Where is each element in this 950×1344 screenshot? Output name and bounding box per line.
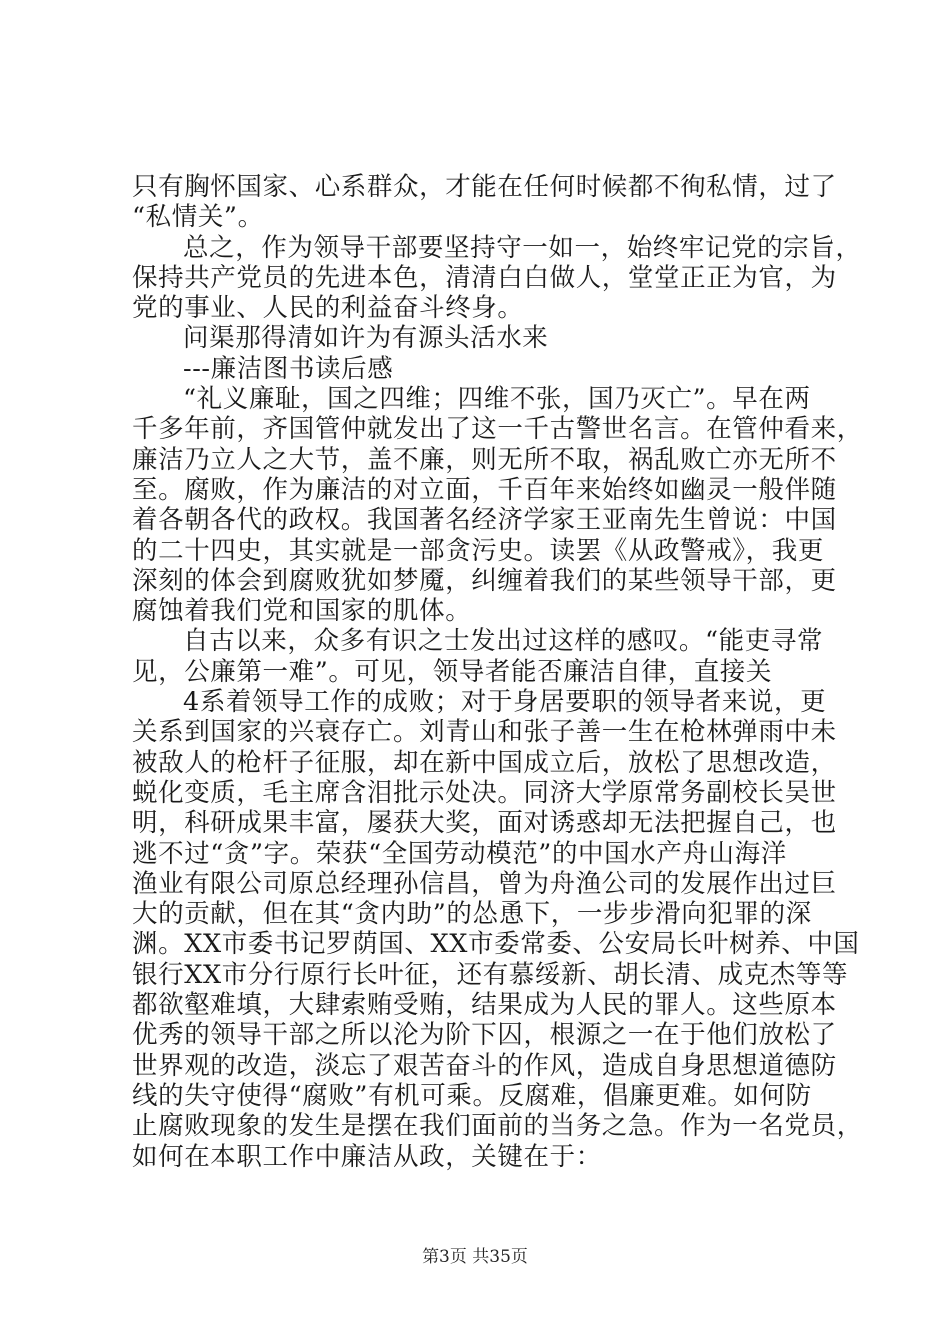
text-line: 明，科研成果丰富，屡获大奖，面对诱惑却无法把握自己，也 <box>132 808 837 839</box>
text-line: 4系着领导工作的成败；对于身居要职的领导者来说，更 <box>183 687 827 718</box>
text-line: 线的失守使得“腐败”有机可乘。反腐难，倡廉更难。如何防 <box>132 1080 812 1111</box>
text-line: 见，公廉第一难”。可见，领导者能否廉洁自律，直接关 <box>132 656 773 687</box>
text-line: 问渠那得清如许为有源头活水来 <box>183 323 549 354</box>
text-line: 千多年前，齐国管仲就发出了这一千古警世名言。在管仲看来， <box>132 414 863 445</box>
text-line: 蜕化变质，毛主席含泪批示处决。同济大学原常务副校长吴世 <box>132 777 837 808</box>
document-body <box>132 172 863 1172</box>
text-line: 大的贡献，但在其“贪内助”的怂恿下，一步步滑向犯罪的深 <box>132 899 812 930</box>
text-line: ---廉洁图书读后感 <box>183 353 394 384</box>
text-line: 保持共产党员的先进本色，清清白白做人，堂堂正正为官，为 <box>132 262 837 293</box>
text-line: 渔业有限公司原总经理孙信昌，曾为舟渔公司的发展作出过巨 <box>132 868 837 899</box>
text-line: 总之，作为领导干部要坚持守一如一，始终牢记党的宗旨， <box>183 232 862 263</box>
text-line: 止腐败现象的发生是摆在我们面前的当务之急。作为一名党员， <box>132 1111 863 1142</box>
text-line: 至。腐败，作为廉洁的对立面，千百年来始终如幽灵一般伴随 <box>132 474 837 505</box>
text-line: 只有胸怀国家、心系群众，才能在任何时候都不徇私情，过了 <box>132 172 837 202</box>
text-line: 党的事业、人民的利益奋斗终身。 <box>132 293 524 324</box>
text-line: “礼义廉耻，国之四维；四维不张，国乃灭亡”。早在两 <box>183 384 811 415</box>
text-line: 自古以来，众多有识之士发出过这样的感叹。“能吏寻常 <box>183 626 824 657</box>
text-line: 优秀的领导干部之所以沦为阶下囚，根源之一在于他们放松了 <box>132 1020 837 1051</box>
text-line: 腐蚀着我们党和国家的肌体。 <box>132 596 472 627</box>
text-line: 被敌人的枪杆子征服，却在新中国成立后，放松了思想改造， <box>132 747 837 778</box>
text-line: 银行XX市分行原行长叶征，还有慕绥新、胡长清、成克杰等等 <box>132 959 849 990</box>
text-line: 廉洁乃立人之大节，盖不廉，则无所不取，祸乱败亡亦无所不 <box>132 444 837 475</box>
text-line: 着各朝各代的政权。我国著名经济学家王亚南先生曾说：中国 <box>132 505 837 536</box>
text-line: 世界观的改造，淡忘了艰苦奋斗的作风，造成自身思想道德防 <box>132 1050 837 1081</box>
text-line: 渊。XX市委书记罗荫国、XX市委常委、公安局长叶树养、中国 <box>132 929 860 960</box>
text-line: 如何在本职工作中廉洁从政，关键在于： <box>132 1141 602 1172</box>
text-line: “私情关”。 <box>132 202 264 233</box>
text-line: 深刻的体会到腐败犹如梦魇，纠缠着我们的某些领导干部，更 <box>132 565 837 596</box>
text-line: 关系到国家的兴衰存亡。刘青山和张子善一生在枪林弹雨中未 <box>132 717 837 748</box>
text-line: 逃不过“贪”字。荣获“全国劳动模范”的中国水产舟山海洋 <box>132 838 787 869</box>
text-line: 的二十四史，其实就是一部贪污史。读罢《从政警戒》，我更 <box>132 535 824 566</box>
page-footer: 第3页 共35页 <box>422 1247 528 1267</box>
text-line: 都欲壑难填，大肆索贿受贿，结果成为人民的罪人。这些原本 <box>132 990 837 1021</box>
